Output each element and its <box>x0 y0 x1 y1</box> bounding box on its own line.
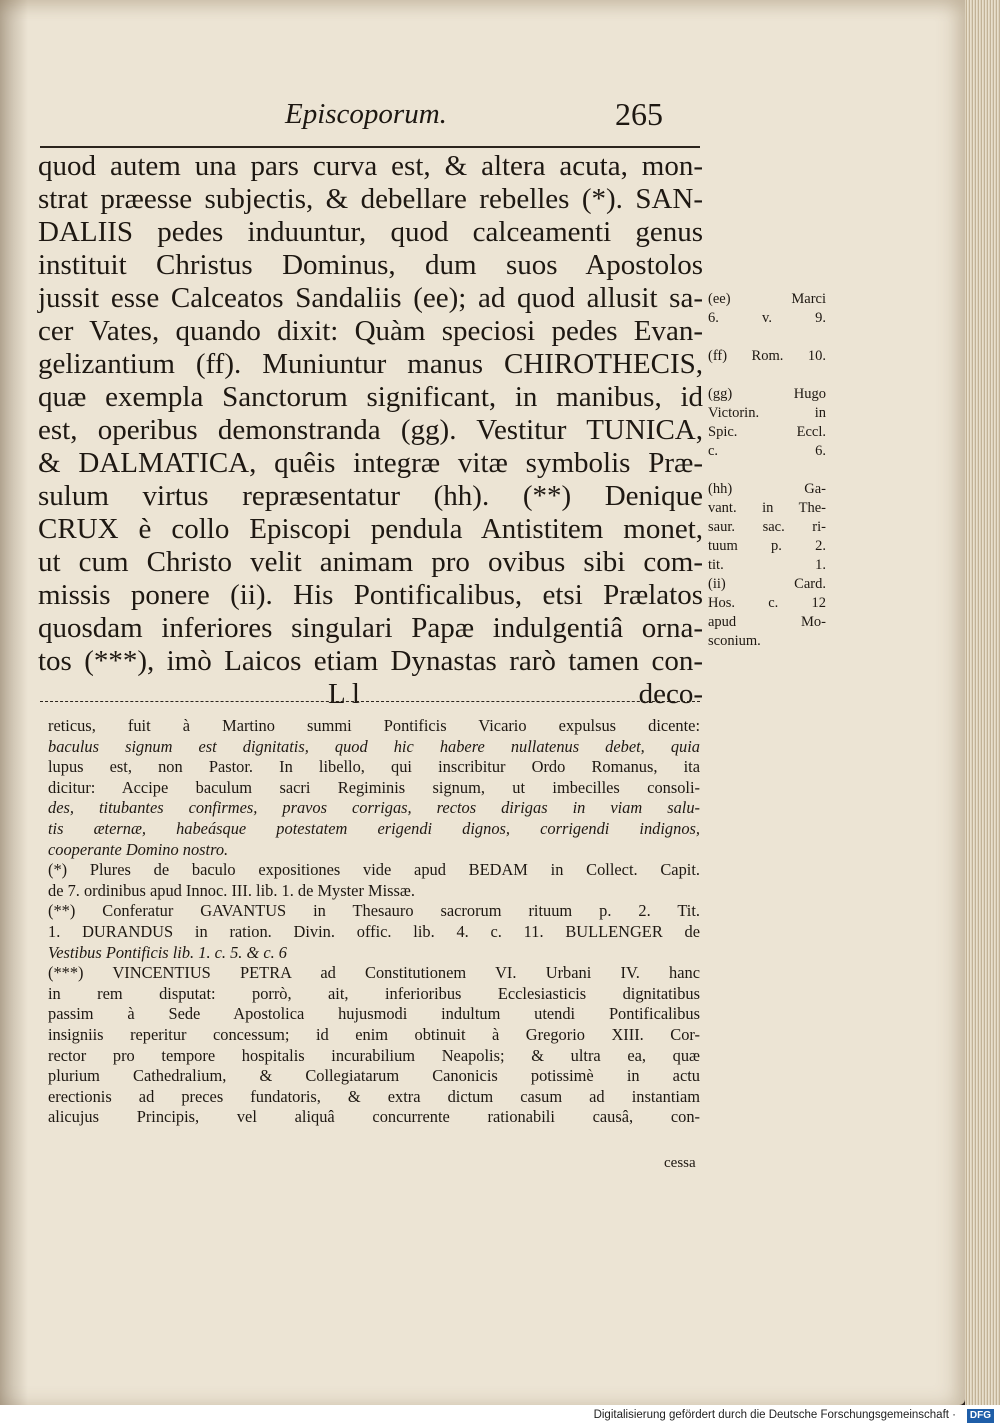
gutter-shadow <box>0 0 28 1405</box>
margin-note-line: tuum p. 2. <box>708 538 826 554</box>
footnote-line: reticus, fuit à Martino summi Pontificis Vicario expulsus dicente: <box>48 716 700 735</box>
text-line: sulum virtus repræsentatur (hh). (**) Denique <box>38 480 703 512</box>
margin-note-line: (ii) Card. <box>708 576 826 592</box>
footnote-line: insigniis reperitur concessum; id enim obtinuit à Gregorio XIII. Cor- <box>48 1024 700 1044</box>
footnote-line: des, titubantes confirmes, pravos corrigas, rectos dirigas in viam salu- <box>48 798 700 818</box>
text-line: quæ exempla Sanctorum significant, in manibus, id <box>38 381 703 413</box>
margin-note-line: vant. in The- <box>708 500 826 516</box>
footnote-line: dicitur: Accipe baculum sacri Regiminis signum, ut imbecilles consoli- <box>48 777 700 797</box>
footnote-separator <box>40 701 700 702</box>
footnote-line: lupus est, non Pastor. In libello, qui inscribitur Ordo Romanus, ita <box>48 757 700 777</box>
margin-note-line: (ee) Marci <box>708 291 826 307</box>
footer-credit: Digitalisierung gefördert durch die Deutsche Forschungsgemeinschaft · <box>593 1409 956 1421</box>
text-line: instituit Christus Dominus, dum suos Apostolos <box>38 249 703 281</box>
footnote-line: rector pro tempore hospitalis incurabilium Neapolis; & ultra ea, quæ <box>48 1045 700 1065</box>
margin-note-line: c. 6. <box>708 443 826 459</box>
footnote-line: (**) Conferatur GAVANTUS in Thesauro sacrorum rituum p. 2. Tit. <box>48 901 700 921</box>
text-line: strat præesse subjectis, & debellare rebelles (*). SAN- <box>38 183 703 215</box>
main-text <box>38 150 703 711</box>
footnote-line: 1. DURANDUS in ration. Divin. offic. lib. 4. c. 11. BULLENGER de <box>48 921 700 941</box>
margin-note-line: Spic. Eccl. <box>708 424 826 440</box>
text-line: DALIIS pedes induuntur, quod calceamenti genus <box>38 216 703 248</box>
margin-note-line: apud Mo- <box>708 614 826 630</box>
margin-note-line: saur. sac. ri- <box>708 519 826 535</box>
margin-notes <box>708 290 826 651</box>
footnote-line: Vestibus Pontificis lib. 1. c. 5. & c. 6 <box>48 942 288 962</box>
footnote-line: tis æternæ, habeásque potestatem erigendi dignos, corrigendi indignos, <box>48 818 700 838</box>
footnote-line: (***) VINCENTIUS PETRA ad Constitutionem VI. Urbani IV. hanc <box>48 963 700 983</box>
text-line: ut cum Christo velit animam pro ovibus sibi com- <box>38 546 703 578</box>
margin-note-line: (hh) Ga- <box>708 481 826 497</box>
margin-note-line: sconium. <box>708 633 761 649</box>
footnote-line: (*) Plures de baculo expositiones vide apud BEDAM in Collect. Capit. <box>48 860 700 880</box>
margin-note-line: 6. v. 9. <box>708 310 826 326</box>
text-line: jussit esse Calceatos Sandaliis (ee); ad quod allusit sa- <box>38 282 703 314</box>
margin-note-line: Hos. c. 12 <box>708 595 826 611</box>
signature-line <box>38 678 703 711</box>
text-line: missis ponere (ii). His Pontificalibus, etsi Prælatos <box>38 579 703 611</box>
margin-note-line: (gg) Hugo <box>708 386 826 402</box>
signature-mark: L l <box>328 678 360 710</box>
footnote-line: plurium Cathedralium, & Collegiatarum Canonicis potissimè in actu <box>48 1066 700 1086</box>
footnote-line: de 7. ordinibus apud Innoc. III. lib. 1. de Myster Missæ. <box>48 880 415 900</box>
page-edges <box>965 0 1000 1405</box>
text-line: CRUX è collo Episcopi pendula Antistitem monet, <box>38 513 703 545</box>
margin-note-line: Victorin. in <box>708 405 826 421</box>
margin-note-line: tit. 1. <box>708 557 826 573</box>
running-title: Episcoporum. <box>285 98 447 130</box>
footnote-line: erectionis ad preces fundatoris, & extra dictum casum ad instantiam <box>48 1086 700 1106</box>
footnote-catchword: cessa <box>664 1155 696 1171</box>
text-line: gelizantium (ff). Muniuntur manus CHIROTHECIS, <box>38 348 703 380</box>
margin-note-line <box>708 366 826 385</box>
footnote-line: in rem disputat: porrò, ait, inferioribus Ecclesiasticis dignitatibus <box>48 983 700 1003</box>
footnotes <box>48 716 700 1128</box>
catchword: deco- <box>638 678 703 710</box>
text-line: quosdam inferiores singulari Papæ indulgentiâ orna- <box>38 612 703 644</box>
text-line: cer Vates, quando dixit: Quàm speciosi pedes Evan- <box>38 315 703 347</box>
text-line: quod autem una pars curva est, & altera acuta, mon- <box>38 150 703 182</box>
dfg-logo: DFG <box>967 1409 994 1423</box>
margin-note-line <box>708 328 826 347</box>
footnote-line: passim à Sede Apostolica hujusmodi indultum utendi Pontificalibus <box>48 1004 700 1024</box>
footnote-line: cooperante Domino nostro. <box>48 839 229 859</box>
text-line: tos (***), imò Laicos etiam Dynastas rarò tamen con- <box>38 645 703 677</box>
footnote-line: alicujus Principis, vel aliquâ concurrente rationabili causâ, con- <box>48 1107 700 1127</box>
footnote-line: baculus signum est dignitatis, quod hic habere nullatenus debet, quia <box>48 736 700 756</box>
margin-note-line <box>708 461 826 480</box>
text-line: & DALMATICA, quêis integræ vitæ symbolis Præ- <box>38 447 703 479</box>
text-line: est, operibus demonstranda (gg). Vestitur TUNICA, <box>38 414 703 446</box>
margin-note-line: (ff) Rom. 10. <box>708 348 826 364</box>
page-number: 265 <box>615 96 663 132</box>
header-rule <box>40 146 700 148</box>
